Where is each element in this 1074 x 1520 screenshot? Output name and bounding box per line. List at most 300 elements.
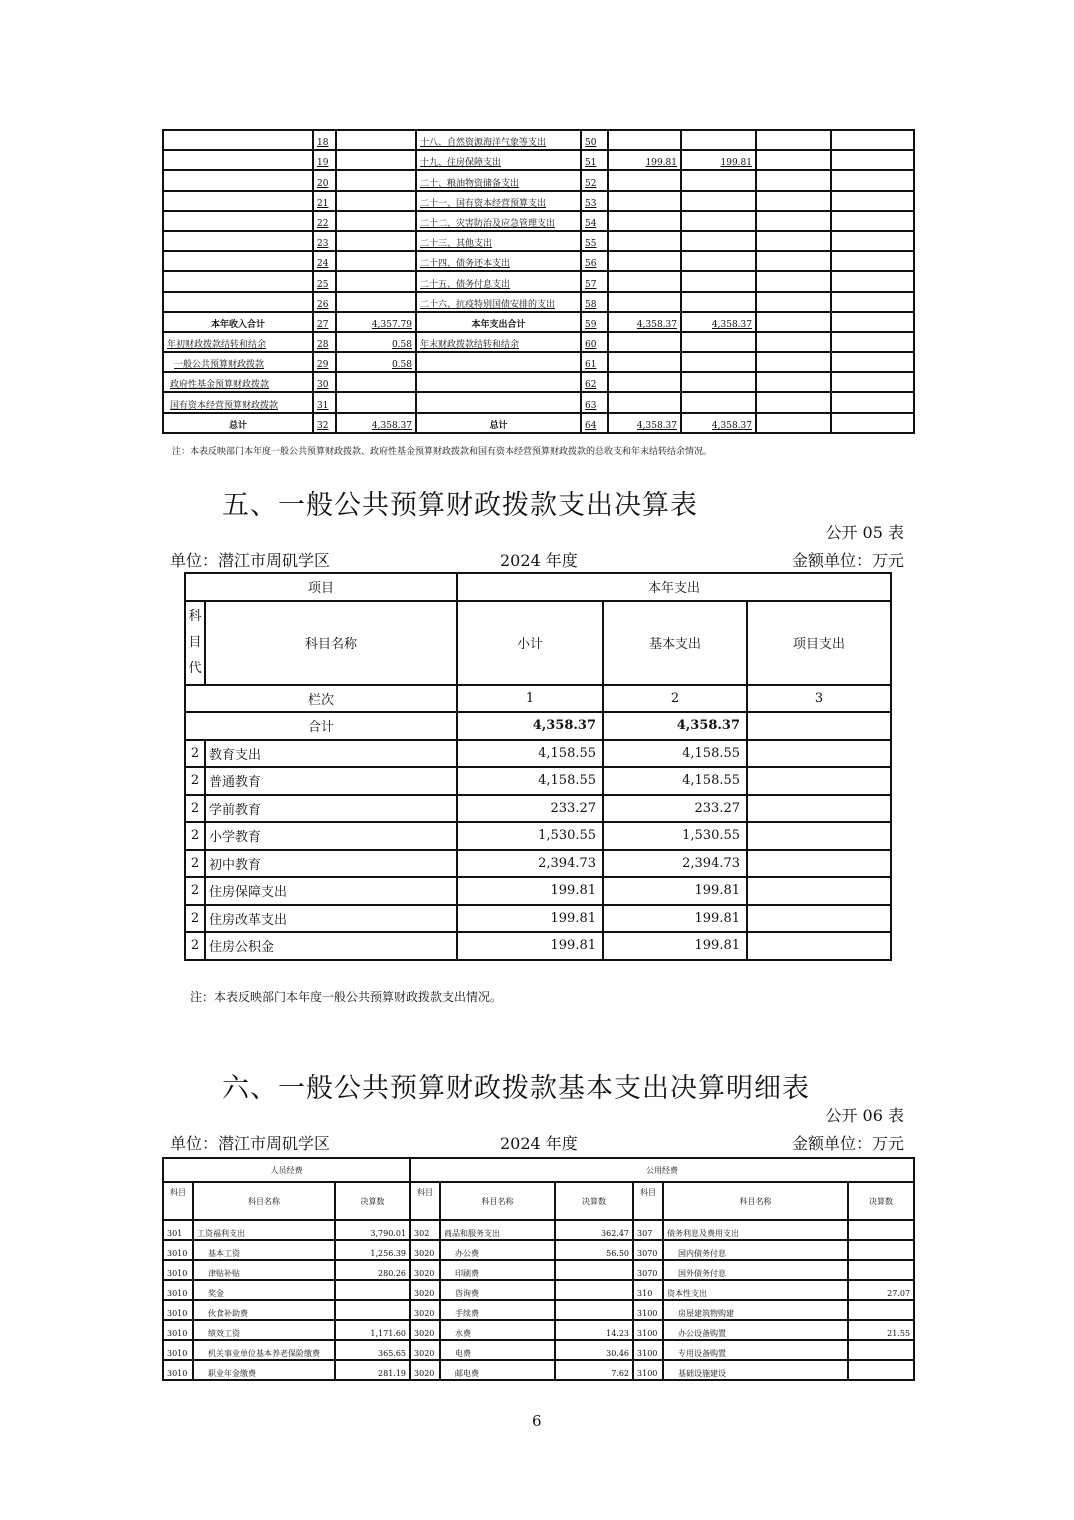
expense-state-capital-value xyxy=(831,312,914,332)
expense-general-budget-value: 199.81 xyxy=(681,150,756,170)
personnel-amount xyxy=(335,1300,410,1320)
income-value: 4,358.37 xyxy=(336,413,416,433)
expense-total-value xyxy=(608,170,681,190)
expense-fund-budget-value xyxy=(756,332,831,352)
header-row-2 xyxy=(163,1182,914,1220)
income-item-label: 一般公共预算财政拨款 xyxy=(163,352,313,372)
expense-item-label: 二十四、债务还本支出 xyxy=(416,251,581,271)
total-label: 合计 xyxy=(185,712,457,740)
income-row-number: 29 xyxy=(313,352,336,372)
subject-code: 2 xyxy=(185,795,205,823)
personnel-name: 奖金 xyxy=(193,1280,335,1300)
table-row xyxy=(163,332,914,352)
header-code-char: 代 xyxy=(188,660,202,676)
personnel-code: 3010 xyxy=(163,1260,193,1280)
subject-name: 教育支出 xyxy=(205,740,457,768)
public-amount: 56.50 xyxy=(555,1240,633,1260)
total-row xyxy=(185,712,891,740)
income-row-number: 32 xyxy=(313,413,336,433)
expense-item-label: 二十六、抗疫特别国债安排的支出 xyxy=(416,292,581,312)
subject-name: 住房公积金 xyxy=(205,932,457,960)
page-number: 6 xyxy=(532,1412,542,1430)
table-row xyxy=(185,932,891,960)
table-row xyxy=(163,271,914,291)
public-name-2: 国内债务付息 xyxy=(663,1240,848,1260)
year-label: 2024 年度 xyxy=(500,551,578,570)
project-expense-value xyxy=(747,740,891,768)
subject-name: 小学教育 xyxy=(205,822,457,850)
expense-total-value: 4,358.37 xyxy=(608,413,681,433)
income-value xyxy=(336,150,416,170)
header-row-2 xyxy=(185,601,891,685)
expense-state-capital-value xyxy=(831,191,914,211)
column-order-row xyxy=(185,685,891,713)
basic-expense-value: 233.27 xyxy=(603,795,747,823)
table-row xyxy=(163,1280,914,1300)
income-value: 0.58 xyxy=(336,332,416,352)
basic-expense-detail-body xyxy=(163,1220,914,1380)
expense-row-number: 63 xyxy=(581,392,608,412)
total-basic: 4,358.37 xyxy=(603,712,747,740)
income-expense-table-body xyxy=(163,130,914,433)
income-row-number: 22 xyxy=(313,211,336,231)
expense-row-number: 54 xyxy=(581,211,608,231)
expense-total-value xyxy=(608,392,681,412)
table-row xyxy=(185,877,891,905)
header-amount: 决算数 xyxy=(335,1182,410,1220)
header-name: 科目名称 xyxy=(663,1182,848,1220)
income-item-label xyxy=(163,150,313,170)
expense-state-capital-value xyxy=(831,150,914,170)
personnel-code: 3010 xyxy=(163,1300,193,1320)
subject-name: 住房保障支出 xyxy=(205,877,457,905)
expense-total-value xyxy=(608,372,681,392)
income-item-label xyxy=(163,211,313,231)
expense-row-number: 50 xyxy=(581,130,608,150)
income-row-number: 30 xyxy=(313,372,336,392)
personnel-code: 3010 xyxy=(163,1320,193,1340)
subtotal-value: 199.81 xyxy=(457,905,603,933)
expense-state-capital-value xyxy=(831,392,914,412)
expense-fund-budget-value xyxy=(756,352,831,372)
personnel-code: 301 xyxy=(163,1220,193,1240)
expense-table-05-body xyxy=(185,740,891,960)
table05-title: 五、一般公共预算财政拨款支出决算表 xyxy=(222,490,698,521)
expense-row-number: 55 xyxy=(581,231,608,251)
table-row xyxy=(163,392,914,412)
income-value xyxy=(336,191,416,211)
table-row xyxy=(163,130,914,150)
income-row-number: 26 xyxy=(313,292,336,312)
public-code-2: 3070 xyxy=(633,1260,663,1280)
header-project: 项目支出 xyxy=(747,601,891,685)
expense-row-number: 52 xyxy=(581,170,608,190)
expense-total-value: 199.81 xyxy=(608,150,681,170)
header-code: 科目 xyxy=(410,1182,440,1220)
expense-row-number: 58 xyxy=(581,292,608,312)
expense-general-budget-value xyxy=(681,231,756,251)
public-code: 302 xyxy=(410,1220,440,1240)
project-expense-value xyxy=(747,905,891,933)
header-code: 科目 xyxy=(163,1182,193,1220)
expense-fund-budget-value xyxy=(756,231,831,251)
income-row-number: 23 xyxy=(313,231,336,251)
income-value: 0.58 xyxy=(336,352,416,372)
expense-fund-budget-value xyxy=(756,413,831,433)
income-value xyxy=(336,271,416,291)
personnel-code: 3010 xyxy=(163,1240,193,1260)
expense-state-capital-value xyxy=(831,332,914,352)
expense-state-capital-value xyxy=(831,413,914,433)
public-amount-2 xyxy=(848,1260,914,1280)
expense-general-budget-value xyxy=(681,271,756,291)
income-value xyxy=(336,292,416,312)
personnel-amount xyxy=(335,1280,410,1300)
project-expense-value xyxy=(747,795,891,823)
subtotal-value: 199.81 xyxy=(457,877,603,905)
income-value xyxy=(336,130,416,150)
public-code-2: 310 xyxy=(633,1280,663,1300)
income-item-label xyxy=(163,271,313,291)
table05-number: 公开 05 表 xyxy=(825,523,904,542)
header-row-1 xyxy=(163,1158,914,1182)
income-item-label xyxy=(163,231,313,251)
expense-item-label: 二十、粮油物资储备支出 xyxy=(416,170,581,190)
public-name: 印刷费 xyxy=(440,1260,555,1280)
basic-expense-detail-table xyxy=(162,1157,915,1381)
total-project xyxy=(747,712,891,740)
expense-state-capital-value xyxy=(831,372,914,392)
expense-item-label xyxy=(416,372,581,392)
personnel-code: 3010 xyxy=(163,1280,193,1300)
table-row xyxy=(163,211,914,231)
table-row xyxy=(163,292,914,312)
income-row-number: 31 xyxy=(313,392,336,412)
public-amount xyxy=(555,1260,633,1280)
table-row xyxy=(163,1320,914,1340)
table-row xyxy=(185,740,891,768)
header-row-1 xyxy=(185,573,891,601)
expense-general-budget-value: 4,358.37 xyxy=(681,413,756,433)
expense-item-label: 二十三、其他支出 xyxy=(416,231,581,251)
personnel-amount: 1,171.60 xyxy=(335,1320,410,1340)
table06-title: 六、一般公共预算财政拨款基本支出决算明细表 xyxy=(222,1073,810,1104)
public-amount-2 xyxy=(848,1220,914,1240)
expense-total-value xyxy=(608,251,681,271)
expense-fund-budget-value xyxy=(756,312,831,332)
public-amount xyxy=(555,1300,633,1320)
subject-name: 住房改革支出 xyxy=(205,905,457,933)
expense-total-value xyxy=(608,130,681,150)
public-name-2: 国外债务付息 xyxy=(663,1260,848,1280)
header-code-char: 目 xyxy=(188,634,202,650)
expense-row-number: 51 xyxy=(581,150,608,170)
personnel-amount: 280.26 xyxy=(335,1260,410,1280)
subject-code: 2 xyxy=(185,822,205,850)
project-expense-value xyxy=(747,850,891,878)
public-amount: 14.23 xyxy=(555,1320,633,1340)
public-amount: 30.46 xyxy=(555,1340,633,1360)
income-row-number: 28 xyxy=(313,332,336,352)
unit-label: 单位：潜江市周矶学区 xyxy=(170,1134,331,1153)
public-code-2: 3100 xyxy=(633,1320,663,1340)
total-subtotal: 4,358.37 xyxy=(457,712,603,740)
income-item-label xyxy=(163,170,313,190)
expense-total-value xyxy=(608,352,681,372)
income-row-number: 25 xyxy=(313,271,336,291)
public-name: 电费 xyxy=(440,1340,555,1360)
personnel-name: 职业年金缴费 xyxy=(193,1360,335,1380)
public-name: 邮电费 xyxy=(440,1360,555,1380)
table04-note: 注：本表反映部门本年度一般公共预算财政拨款、政府性基金预算财政拨款和国有资本经营预算财政拨款的总收支和年末结转结余情况。 xyxy=(172,447,713,457)
expense-state-capital-value xyxy=(831,170,914,190)
expense-row-number: 64 xyxy=(581,413,608,433)
public-name-2: 办公设备购置 xyxy=(663,1320,848,1340)
table06-number: 公开 06 表 xyxy=(825,1106,904,1125)
personnel-code: 3010 xyxy=(163,1340,193,1360)
expense-state-capital-value xyxy=(831,231,914,251)
table-row xyxy=(163,191,914,211)
expense-item-label: 二十二、灾害防治及应急管理支出 xyxy=(416,211,581,231)
expense-general-budget-value xyxy=(681,292,756,312)
table-row xyxy=(163,1300,914,1320)
public-code-2: 3100 xyxy=(633,1360,663,1380)
income-value xyxy=(336,170,416,190)
subtotal-value: 1,530.55 xyxy=(457,822,603,850)
header-current-year-expense: 本年支出 xyxy=(457,573,891,601)
public-name-2: 资本性支出 xyxy=(663,1280,848,1300)
income-row-number: 19 xyxy=(313,150,336,170)
public-name-2: 房屋建筑物购建 xyxy=(663,1300,848,1320)
expense-row-number: 56 xyxy=(581,251,608,271)
header-public: 公用经费 xyxy=(410,1158,914,1182)
expense-fund-budget-value xyxy=(756,150,831,170)
expense-fund-budget-value xyxy=(756,271,831,291)
public-amount-2 xyxy=(848,1300,914,1320)
subject-code: 2 xyxy=(185,740,205,768)
personnel-code: 3010 xyxy=(163,1360,193,1380)
expense-row-number: 62 xyxy=(581,372,608,392)
income-value xyxy=(336,372,416,392)
table-row xyxy=(185,795,891,823)
table-row xyxy=(185,767,891,795)
project-expense-value xyxy=(747,822,891,850)
table-row xyxy=(163,352,914,372)
subject-code: 2 xyxy=(185,767,205,795)
expense-total-value xyxy=(608,211,681,231)
expense-item-label: 年末财政拨款结转和结余 xyxy=(416,332,581,352)
income-item-label: 年初财政拨款结转和结余 xyxy=(163,332,313,352)
public-name-2: 基础设施建设 xyxy=(663,1360,848,1380)
expense-state-capital-value xyxy=(831,292,914,312)
income-row-number: 20 xyxy=(313,170,336,190)
expense-fund-budget-value xyxy=(756,372,831,392)
basic-expense-value: 4,158.55 xyxy=(603,767,747,795)
expense-general-budget-value xyxy=(681,372,756,392)
table-row xyxy=(163,1240,914,1260)
expense-state-capital-value xyxy=(831,352,914,372)
header-name: 科目名称 xyxy=(193,1182,335,1220)
expense-item-label: 十九、住房保障支出 xyxy=(416,150,581,170)
public-name: 咨询费 xyxy=(440,1280,555,1300)
public-name: 办公费 xyxy=(440,1240,555,1260)
expense-row-number: 59 xyxy=(581,312,608,332)
public-code: 3020 xyxy=(410,1260,440,1280)
expense-fund-budget-value xyxy=(756,211,831,231)
unit-label: 单位：潜江市周矶学区 xyxy=(170,551,331,570)
income-item-label xyxy=(163,130,313,150)
expense-general-budget-value xyxy=(681,170,756,190)
table-row xyxy=(185,905,891,933)
expense-general-budget-value: 4,358.37 xyxy=(681,312,756,332)
table-row xyxy=(163,372,914,392)
table-row xyxy=(163,170,914,190)
public-amount-2: 21.55 xyxy=(848,1320,914,1340)
expense-general-budget-value xyxy=(681,352,756,372)
public-amount-2 xyxy=(848,1360,914,1380)
column-order-label: 栏次 xyxy=(185,685,457,713)
header-name: 科目名称 xyxy=(440,1182,555,1220)
header-basic: 基本支出 xyxy=(603,601,747,685)
public-amount-2 xyxy=(848,1240,914,1260)
expense-total-value xyxy=(608,292,681,312)
project-expense-value xyxy=(747,932,891,960)
subject-code: 2 xyxy=(185,850,205,878)
header-name: 科目名称 xyxy=(205,601,457,685)
expense-general-budget-value xyxy=(681,191,756,211)
public-name-2: 专用设备购置 xyxy=(663,1340,848,1360)
personnel-amount: 1,256.39 xyxy=(335,1240,410,1260)
expense-row-number: 53 xyxy=(581,191,608,211)
expense-state-capital-value xyxy=(831,211,914,231)
table-row xyxy=(163,1360,914,1380)
public-name: 商品和服务支出 xyxy=(440,1220,555,1240)
expense-row-number: 61 xyxy=(581,352,608,372)
expense-item-label: 总计 xyxy=(416,413,581,433)
expense-general-budget-value xyxy=(681,211,756,231)
header-code: 科目 xyxy=(633,1182,663,1220)
expense-total-value xyxy=(608,271,681,291)
basic-expense-value: 199.81 xyxy=(603,877,747,905)
subject-code: 2 xyxy=(185,877,205,905)
public-code: 3020 xyxy=(410,1360,440,1380)
expense-item-label: 二十五、债务付息支出 xyxy=(416,271,581,291)
table-row xyxy=(163,413,914,433)
table-row xyxy=(163,1340,914,1360)
header-amount: 决算数 xyxy=(555,1182,633,1220)
expense-state-capital-value xyxy=(831,271,914,291)
personnel-name: 津贴补贴 xyxy=(193,1260,335,1280)
expense-fund-budget-value xyxy=(756,292,831,312)
table-row xyxy=(163,231,914,251)
expense-state-capital-value xyxy=(831,130,914,150)
personnel-name: 工资福利支出 xyxy=(193,1220,335,1240)
expense-fund-budget-value xyxy=(756,170,831,190)
money-unit-label: 金额单位：万元 xyxy=(791,1134,904,1153)
income-item-label: 本年收入合计 xyxy=(163,312,313,332)
subject-name: 普通教育 xyxy=(205,767,457,795)
column-3: 3 xyxy=(747,685,891,713)
personnel-name: 机关事业单位基本养老保险缴费 xyxy=(193,1340,335,1360)
table-row xyxy=(163,150,914,170)
personnel-amount: 3,790.01 xyxy=(335,1220,410,1240)
expense-total-value xyxy=(608,231,681,251)
subtotal-value: 199.81 xyxy=(457,932,603,960)
public-code: 3020 xyxy=(410,1280,440,1300)
table-row xyxy=(163,1260,914,1280)
subject-name: 学前教育 xyxy=(205,795,457,823)
public-code-2: 3100 xyxy=(633,1300,663,1320)
expense-fund-budget-value xyxy=(756,392,831,412)
year-label: 2024 年度 xyxy=(500,1134,578,1153)
income-item-label: 总计 xyxy=(163,413,313,433)
expense-general-budget-value xyxy=(681,332,756,352)
basic-expense-value: 2,394.73 xyxy=(603,850,747,878)
income-item-label: 国有资本经营预算财政拨款 xyxy=(163,392,313,412)
basic-expense-value: 4,158.55 xyxy=(603,740,747,768)
public-amount-2: 27.07 xyxy=(848,1280,914,1300)
expense-item-label: 二十一、国有资本经营预算支出 xyxy=(416,191,581,211)
expense-state-capital-value xyxy=(831,251,914,271)
expense-fund-budget-value xyxy=(756,191,831,211)
expense-row-number: 57 xyxy=(581,271,608,291)
basic-expense-value: 199.81 xyxy=(603,932,747,960)
income-row-number: 24 xyxy=(313,251,336,271)
public-name: 水费 xyxy=(440,1320,555,1340)
income-value xyxy=(336,251,416,271)
basic-expense-value: 1,530.55 xyxy=(603,822,747,850)
expense-general-budget-value xyxy=(681,130,756,150)
basic-expense-value: 199.81 xyxy=(603,905,747,933)
header-code xyxy=(185,601,205,685)
column-1: 1 xyxy=(457,685,603,713)
personnel-name: 伙食补助费 xyxy=(193,1300,335,1320)
public-code: 3020 xyxy=(410,1340,440,1360)
expense-total-value: 4,358.37 xyxy=(608,312,681,332)
income-value xyxy=(336,392,416,412)
income-item-label xyxy=(163,191,313,211)
expense-general-budget-value xyxy=(681,251,756,271)
expense-fund-budget-value xyxy=(756,251,831,271)
personnel-amount: 281.19 xyxy=(335,1360,410,1380)
expense-item-label xyxy=(416,352,581,372)
income-item-label xyxy=(163,292,313,312)
public-name: 手续费 xyxy=(440,1300,555,1320)
subject-code: 2 xyxy=(185,905,205,933)
subtotal-value: 4,158.55 xyxy=(457,767,603,795)
public-code: 3020 xyxy=(410,1300,440,1320)
subject-code: 2 xyxy=(185,932,205,960)
subject-name: 初中教育 xyxy=(205,850,457,878)
public-amount: 7.62 xyxy=(555,1360,633,1380)
income-expense-table-continued xyxy=(162,129,915,434)
header-item: 项目 xyxy=(185,573,457,601)
public-code: 3020 xyxy=(410,1240,440,1260)
expense-total-value xyxy=(608,191,681,211)
money-unit-label: 金额单位：万元 xyxy=(791,551,904,570)
header-personnel: 人员经费 xyxy=(163,1158,410,1182)
public-amount: 362.47 xyxy=(555,1220,633,1240)
income-row-number: 27 xyxy=(313,312,336,332)
public-code: 3020 xyxy=(410,1320,440,1340)
public-code-2: 307 xyxy=(633,1220,663,1240)
header-amount: 决算数 xyxy=(848,1182,914,1220)
expense-item-label xyxy=(416,392,581,412)
expense-item-label: 十八、自然资源海洋气象等支出 xyxy=(416,130,581,150)
income-value: 4,357.79 xyxy=(336,312,416,332)
personnel-amount: 365.65 xyxy=(335,1340,410,1360)
header-subtotal: 小计 xyxy=(457,601,603,685)
